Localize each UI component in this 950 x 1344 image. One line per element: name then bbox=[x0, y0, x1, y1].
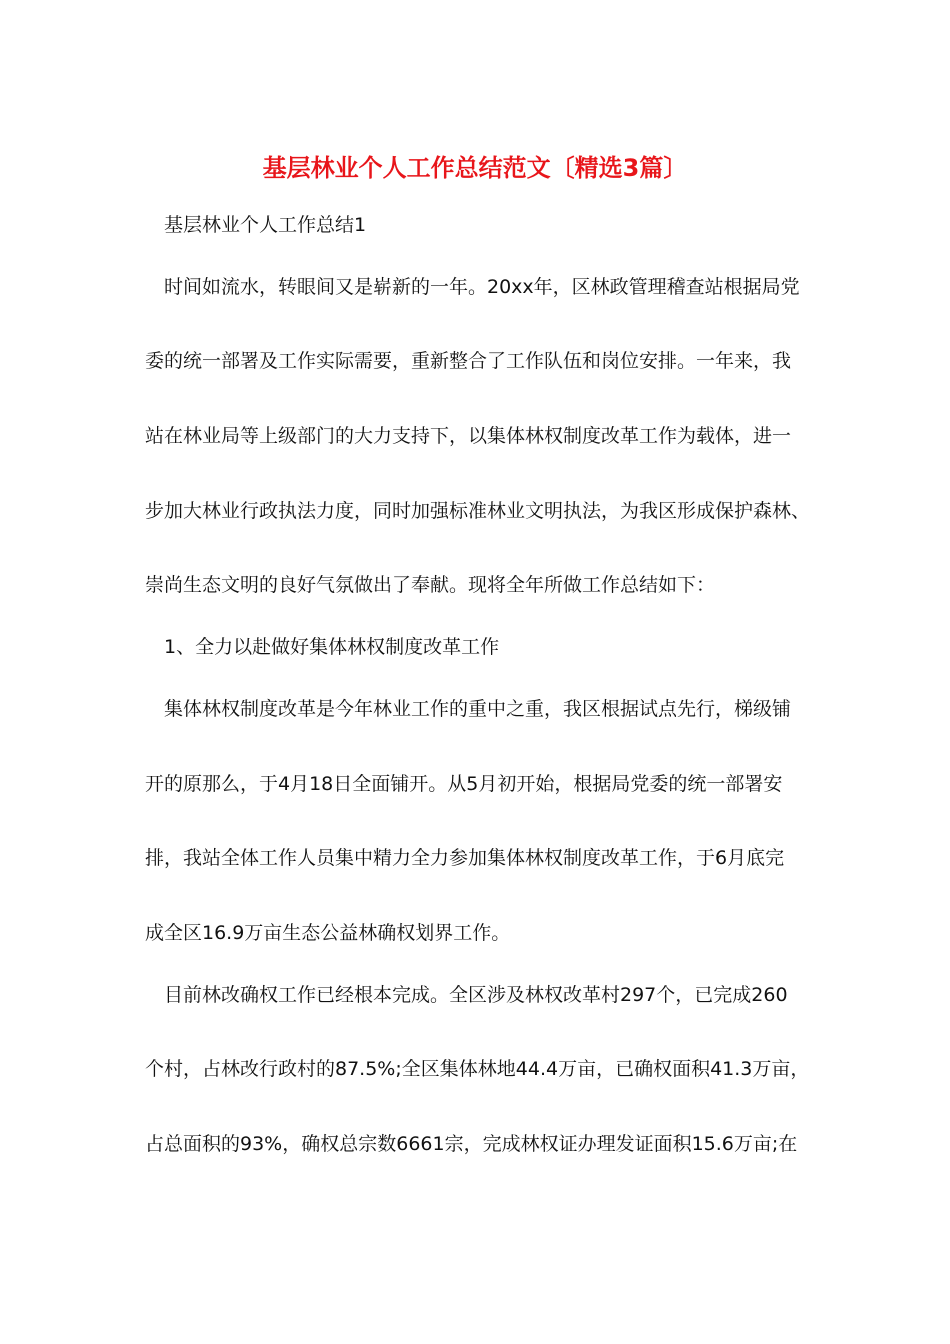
paragraph-2-line-2: 开的原那么，于4月18日全面铺开。从5月初开始，根据局党委的统一部署安 bbox=[145, 773, 783, 795]
paragraph-2-line-1: 集体林权制度改革是今年林业工作的重中之重，我区根据试点先行，梯级铺 bbox=[164, 698, 792, 720]
subheading-1: 1、全力以赴做好集体林权制度改革工作 bbox=[164, 636, 500, 658]
paragraph-1-line-3: 站在林业局等上级部门的大力支持下，以集体林权制度改革工作为载体，进一 bbox=[145, 425, 792, 447]
paragraph-3-line-2: 个村，占林改行政村的87.5%;全区集体林地44.4万亩，已确权面积41.3万亩， bbox=[145, 1058, 810, 1080]
paragraph-2-line-3: 排，我站全体工作人员集中精力全力参加集体林权制度改革工作，于6月底完 bbox=[145, 847, 785, 869]
paragraph-2-line-4: 成全区16.9万亩生态公益林确权划界工作。 bbox=[145, 922, 511, 944]
paragraph-1-line-4: 步加大林业行政执法力度，同时加强标准林业文明执法，为我区形成保护森林、 bbox=[145, 500, 811, 522]
paragraph-1-line-1: 时间如流水，转眼间又是崭新的一年。20xx年，区林政管理稽查站根据局党 bbox=[164, 276, 800, 298]
paragraph-3-line-3: 占总面积的93%，确权总宗数6661宗，完成林权证办理发证面积15.6万亩;在 bbox=[145, 1133, 798, 1155]
paragraph-1-line-2: 委的统一部署及工作实际需要，重新整合了工作队伍和岗位安排。一年来，我 bbox=[145, 350, 792, 372]
paragraph-3-line-1: 目前林改确权工作已经根本完成。全区涉及林权改革村297个，已完成260 bbox=[164, 984, 788, 1006]
document-title: 基层林业个人工作总结范文〔精选3篇〕 bbox=[262, 154, 688, 182]
paragraph-1-line-5: 崇尚生态文明的良好气氛做出了奉献。现将全年所做工作总结如下： bbox=[145, 574, 716, 596]
section-heading: 基层林业个人工作总结1 bbox=[164, 214, 367, 236]
